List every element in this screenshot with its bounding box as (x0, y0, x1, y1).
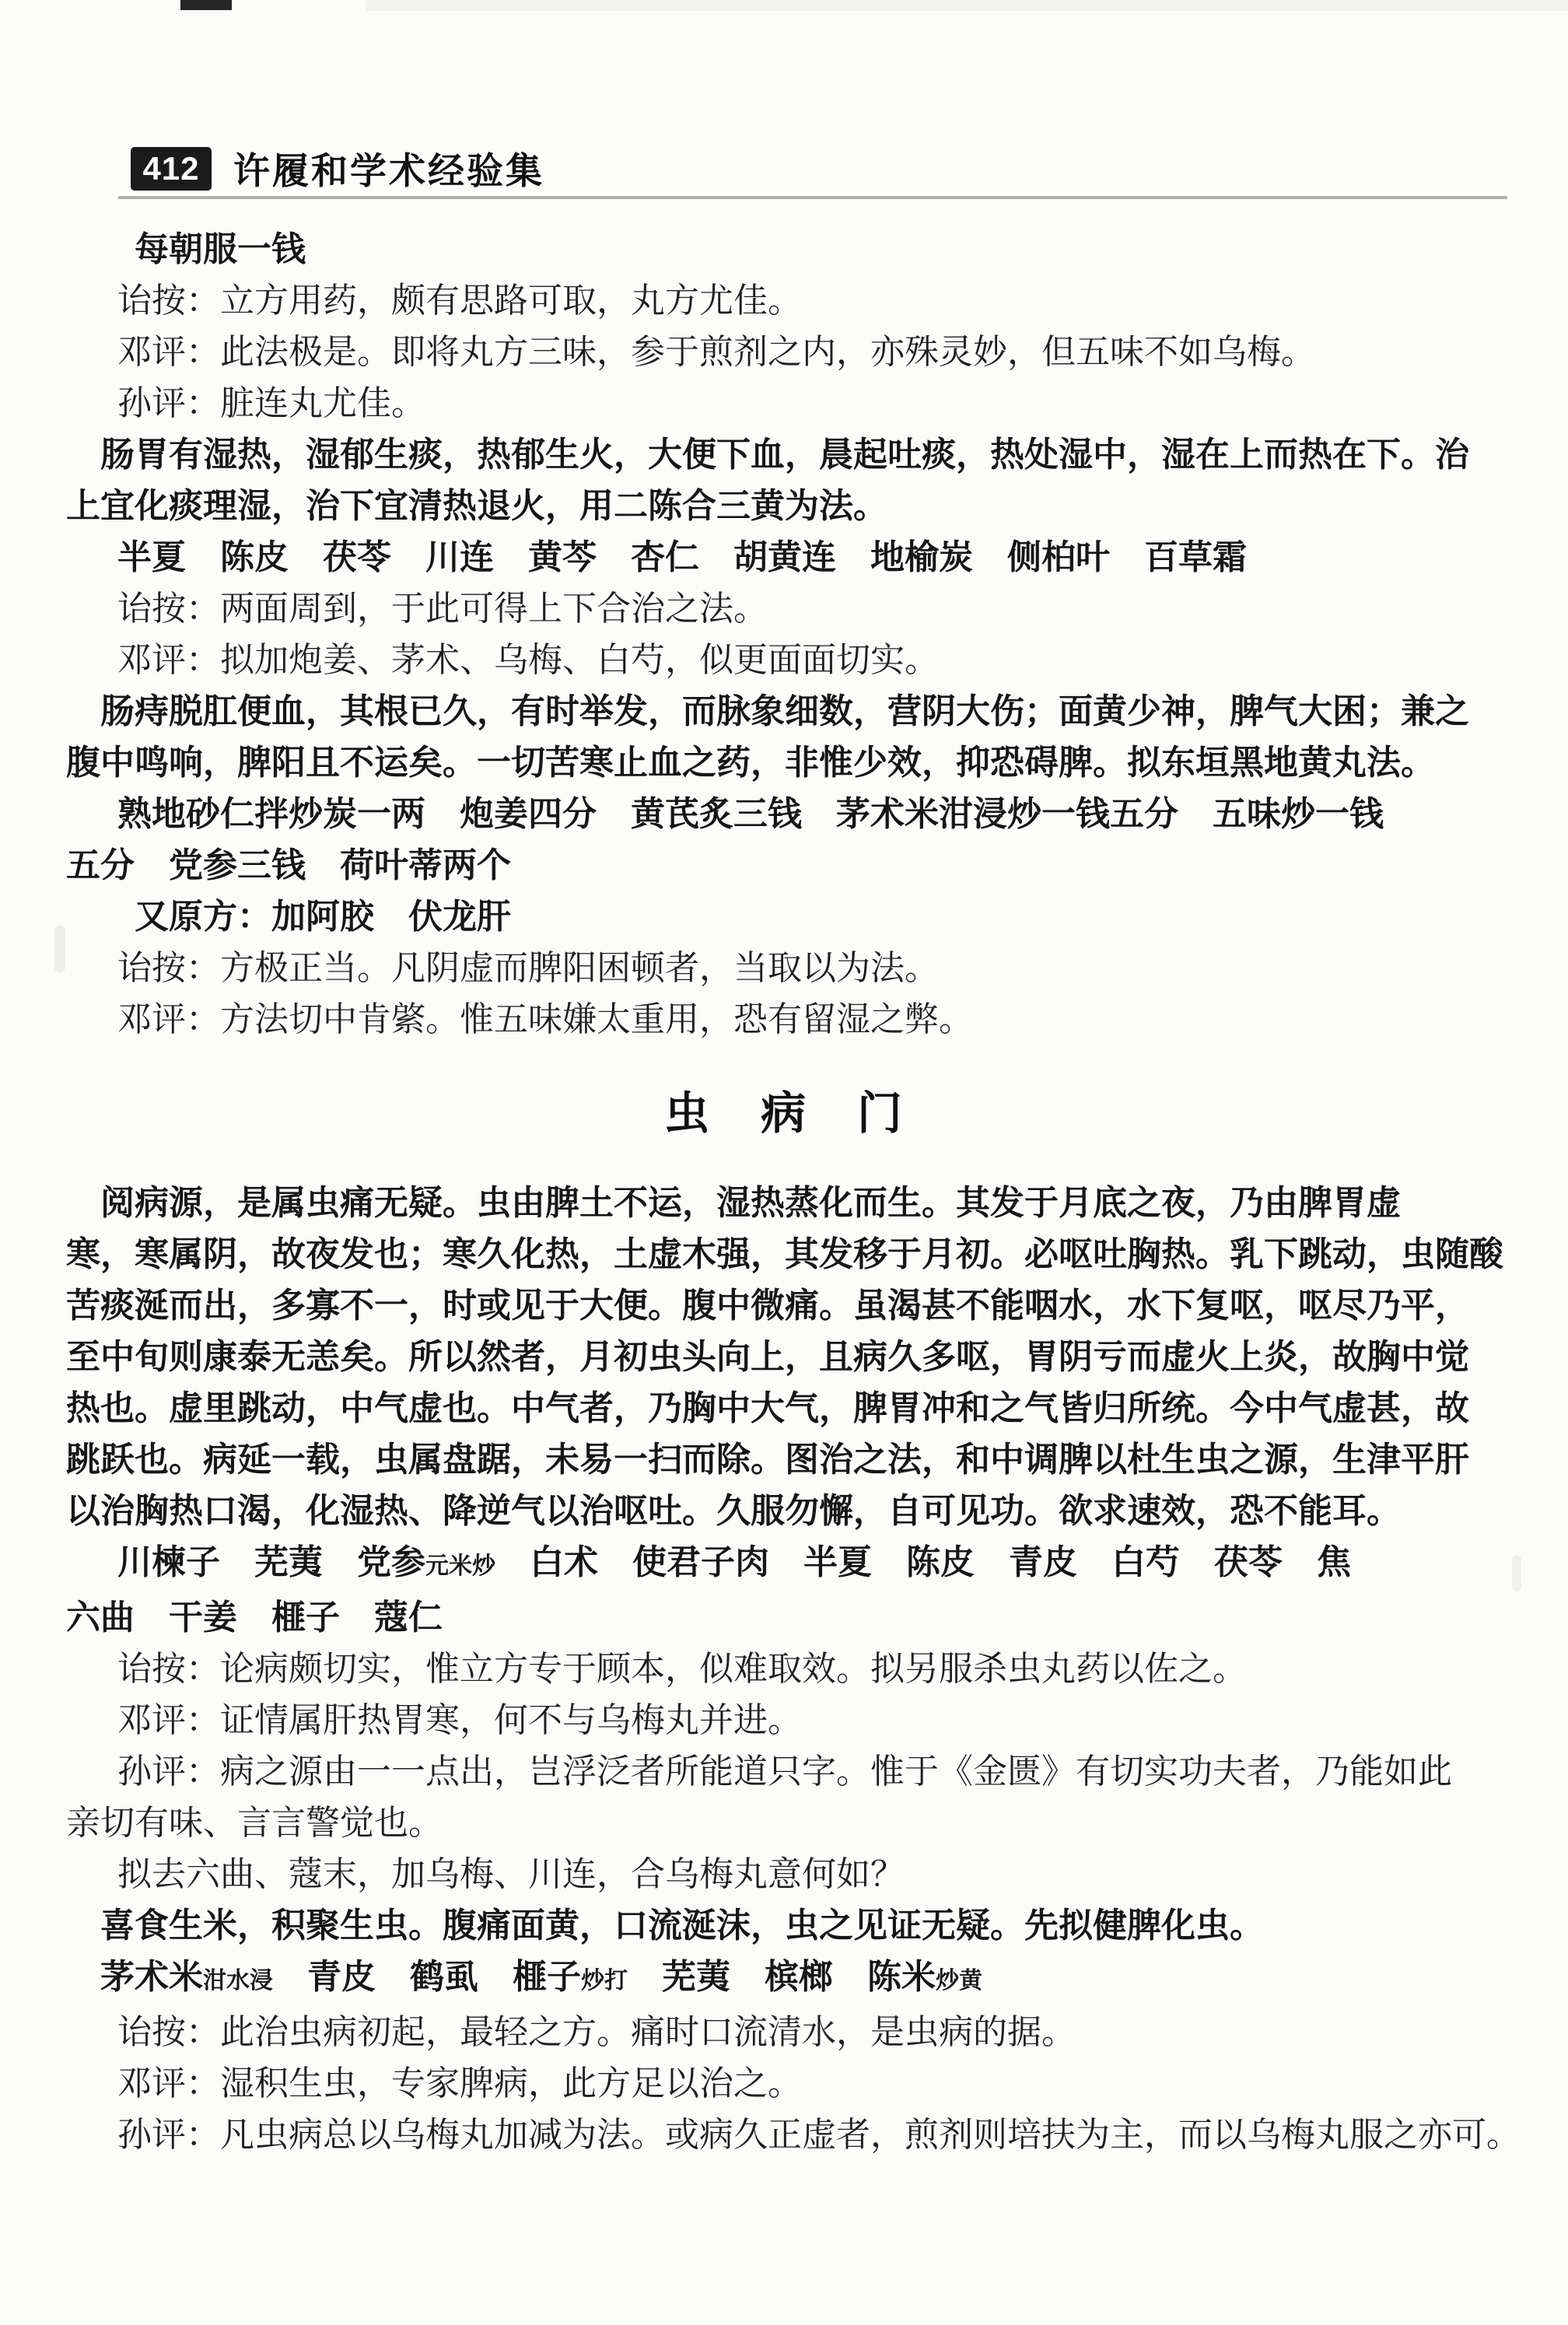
text-run: 寒，寒属阴，故夜发也；寒久化热，土虚木强，其发移于月初。必呕吐胸热。乳下跳动，虫随酸 (66, 1235, 1503, 1273)
text-run: 跳跃也。病延一载，虫属盘踞，未易一扫而除。图治之法，和中调脾以杜生虫之源，生津平肝 (66, 1441, 1469, 1479)
commentary-line (66, 327, 1503, 378)
text-run: 孙评：凡虫病总以乌梅丸加减为法。或病久正虚者，煎剂则培扶为主，而以乌梅丸服之亦可。 (117, 2116, 1521, 2154)
text-run: 诒按：此治虫病初起，最轻之方。痛时口流清水，是虫病的据。 (117, 2013, 1076, 2051)
commentary-line (66, 1746, 1503, 1798)
text-run: 茅术米 (100, 1958, 203, 1996)
case-text-line (66, 1178, 1503, 1229)
text-run: 六曲 干姜 榧子 蔻仁 (66, 1598, 443, 1637)
commentary-line (66, 2110, 1521, 2161)
case-text-line (66, 737, 1503, 789)
text-run: 邓评：方法切中肯綮。惟五味嫌太重用，恐有留湿之弊。 (117, 1000, 973, 1038)
text-run: 白术 使君子肉 半夏 陈皮 青皮 白芍 茯苓 焦 (495, 1543, 1351, 1581)
page-header (131, 142, 544, 194)
commentary-line (66, 943, 1503, 994)
scan-artifact (366, 0, 1568, 11)
case-text-line (66, 686, 1503, 737)
text-run: 肠胃有湿热，湿郁生痰，热郁生火，大便下血，晨起吐痰，热处湿中，湿在上而热在下。治 (100, 436, 1469, 474)
commentary-line (66, 378, 1503, 429)
text-run: 邓评：此法极是。即将丸方三味，参于煎剂之内，亦殊灵妙，但五味不如乌梅。 (117, 333, 1315, 371)
commentary-line (66, 1695, 1503, 1746)
case-text-line (66, 429, 1503, 481)
text-run: 五分 党参三钱 荷叶蒂两个 (66, 846, 511, 884)
text-run: 每朝服一钱 (135, 230, 306, 268)
herb-preparation-annotation: 泔水浸 (203, 1968, 273, 1994)
text-run: 芜荑 槟榔 陈米 (628, 1958, 936, 1996)
prescription-line (66, 532, 1503, 583)
text-run: 阅病源，是属虫痛无疑。虫由脾土不运，湿热蒸化而生。其发于月底之夜，乃由脾胃虚 (100, 1184, 1401, 1222)
case-text-line (66, 1332, 1503, 1383)
commentary-line (66, 1798, 1503, 1849)
text-run: 诒按：方极正当。凡阴虚而脾阳困顿者，当取以为法。 (117, 949, 939, 987)
scan-artifact (1512, 1556, 1521, 1591)
text-run: 邓评：拟加炮姜、茅术、乌梅、白芍，似更面面切实。 (117, 641, 939, 679)
page-content (66, 224, 1521, 2161)
commentary-line (66, 275, 1503, 327)
text-run: 邓评：湿积生虫，专家脾病，此方足以治之。 (117, 2064, 802, 2103)
case-text-line (66, 1229, 1503, 1280)
section-heading: 虫 病 门 (663, 1088, 905, 1139)
commentary-line (66, 2007, 1503, 2058)
text-run: 青皮 鹤虱 榧子 (273, 1958, 581, 1996)
case-text-line (66, 1383, 1503, 1434)
scan-artifact (180, 0, 232, 10)
page-number-badge: 412 (131, 147, 212, 191)
text-run: 诒按：论病颇切实，惟立方专于顾本，似难取效。拟另服杀虫丸药以佐之。 (117, 1650, 1247, 1688)
text-run: 孙评：脏连丸尤佳。 (117, 384, 425, 422)
case-text-line (66, 891, 1503, 943)
case-text-line (66, 481, 1503, 532)
text-run: 上宜化痰理湿，治下宜清热退火，用二陈合三黄为法。 (66, 487, 887, 525)
scan-artifact (54, 926, 65, 972)
text-run: 肠痔脱肛便血，其根已久，有时举发，而脉象细数，营阴大伤；面黄少神，脾气大困；兼之 (100, 692, 1469, 730)
commentary-line (66, 994, 1503, 1045)
commentary-line (66, 635, 1503, 686)
prescription-line (66, 1592, 1503, 1644)
text-run: 诒按：两面周到，于此可得上下合治之法。 (117, 590, 768, 628)
text-run: 孙评：病之源由一一点出，岂浮泛者所能道只字。惟于《金匮》有切实功夫者，乃能如此 (117, 1753, 1452, 1791)
commentary-line (66, 583, 1503, 635)
book-title: 许履和学术经验集 (233, 152, 544, 192)
herb-preparation-annotation: 炒黄 (936, 1968, 982, 1994)
commentary-line (66, 1849, 1503, 1900)
text-run: 又原方：加阿胶 伏龙肝 (135, 898, 511, 936)
text-run: 苦痰涎而出，多寡不一，时或见于大便。腹中微痛。虽渴甚不能咽水，水下复呕，呕尽乃平， (66, 1287, 1469, 1325)
text-run: 川楝子 芜荑 党参 (117, 1543, 425, 1581)
herb-preparation-annotation: 炒打 (581, 1968, 628, 1994)
commentary-line (66, 2058, 1503, 2110)
text-run: 喜食生米，积聚生虫。腹痛面黄，口流涎沫，虫之见证无疑。先拟健脾化虫。 (100, 1907, 1264, 1945)
text-run: 腹中鸣响，脾阳且不运矣。一切苦寒止血之药，非惟少效，抑恐碍脾。拟东垣黑地黄丸法。 (66, 744, 1435, 782)
header-rule (118, 196, 1507, 199)
prescription-line (66, 1537, 1503, 1592)
text-run: 熟地砂仁拌炒炭一两 炮姜四分 黄芪炙三钱 茅术米泔浸炒一钱五分 五味炒一钱 (117, 795, 1384, 833)
prescription-line (66, 1952, 1503, 2007)
case-text-line (66, 1486, 1503, 1537)
text-run: 至中旬则康泰无恙矣。所以然者，月初虫头向上，且病久多呕，胃阴亏而虚火上炎，故胸中觉 (66, 1338, 1469, 1376)
commentary-line (66, 1644, 1503, 1695)
prescription-line (66, 789, 1503, 840)
text-run: 热也。虚里跳动，中气虚也。中气者，乃胸中大气，脾胃冲和之气皆归所统。今中气虚甚，故 (66, 1389, 1469, 1427)
text-run: 诒按：立方用药，颇有思路可取，丸方尤佳。 (117, 282, 802, 320)
case-text-line (66, 1434, 1503, 1486)
case-text-line (66, 224, 1503, 275)
herb-preparation-annotation: 元米炒 (425, 1553, 495, 1579)
case-text-line (66, 1900, 1503, 1952)
text-run: 拟去六曲、蔻末，加乌梅、川连，合乌梅丸意何如？ (117, 1855, 905, 1893)
text-run: 邓评：证情属肝热胃寒，何不与乌梅丸并进。 (117, 1701, 802, 1739)
case-text-line (66, 1280, 1503, 1332)
text-run: 半夏 陈皮 茯苓 川连 黄芩 杏仁 胡黄连 地榆炭 侧柏叶 百草霜 (117, 538, 1247, 576)
text-run: 亲切有味、言言警觉也。 (66, 1804, 443, 1842)
prescription-line (66, 840, 1503, 891)
text-run: 以治胸热口渴，化湿热、降逆气以治呕吐。久服勿懈，自可见功。欲求速效，恐不能耳。 (66, 1492, 1401, 1530)
